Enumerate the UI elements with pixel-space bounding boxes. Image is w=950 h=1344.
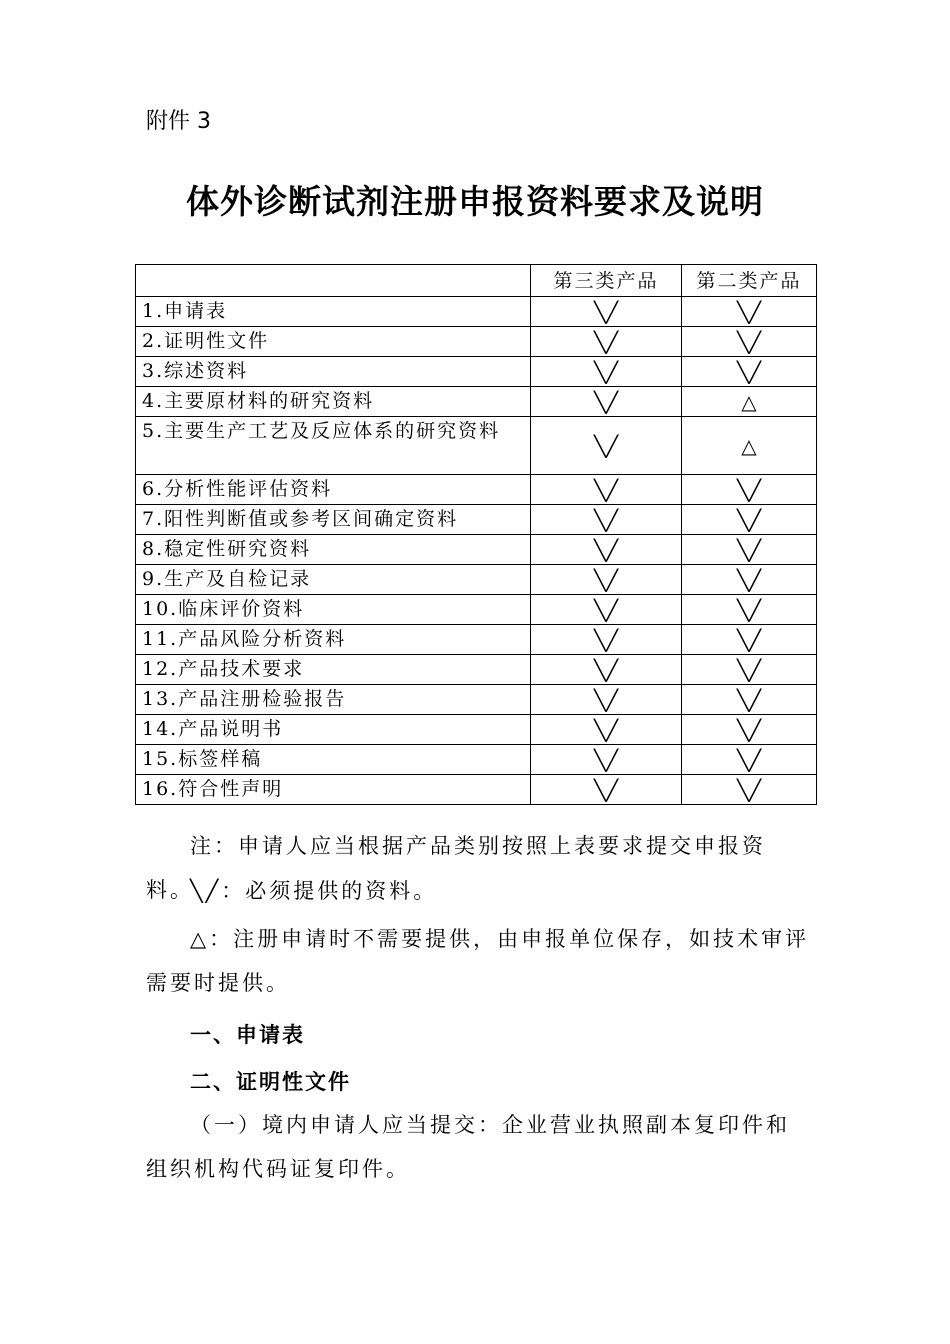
class2-requirement-mark: △ bbox=[682, 417, 817, 475]
table-row bbox=[136, 655, 817, 685]
class3-requirement-mark: ╲╱ bbox=[531, 565, 682, 595]
row-item-name: 5.主要生产工艺及反应体系的研究资料 bbox=[136, 417, 531, 475]
row-item-name: 11.产品风险分析资料 bbox=[136, 625, 531, 655]
class3-requirement-mark: ╲╱ bbox=[531, 417, 682, 475]
table-row bbox=[136, 745, 817, 775]
attachment-label: 附件 3 bbox=[146, 109, 211, 134]
header-class2: 第二类产品 bbox=[682, 265, 817, 297]
table-row bbox=[136, 417, 817, 475]
class3-requirement-mark: ╲╱ bbox=[531, 297, 682, 327]
class2-requirement-mark: △ bbox=[682, 387, 817, 417]
class3-requirement-mark: ╲╱ bbox=[531, 327, 682, 357]
class2-requirement-mark: ╲╱ bbox=[682, 595, 817, 625]
row-item-name: 6.分析性能评估资料 bbox=[136, 475, 531, 505]
row-item-name: 1.申请表 bbox=[136, 297, 531, 327]
class3-requirement-mark: ╲╱ bbox=[531, 357, 682, 387]
row-item-name: 14.产品说明书 bbox=[136, 715, 531, 745]
requirements-table bbox=[135, 264, 817, 805]
class3-requirement-mark: ╲╱ bbox=[531, 475, 682, 505]
table-row bbox=[136, 715, 817, 745]
class2-requirement-mark: ╲╱ bbox=[682, 505, 817, 535]
class3-requirement-mark: ╲╱ bbox=[531, 625, 682, 655]
class3-requirement-mark: ╲╱ bbox=[531, 685, 682, 715]
class2-requirement-mark: ╲╱ bbox=[682, 715, 817, 745]
section-heading-2: 二、证明性文件 bbox=[190, 1070, 351, 1094]
table-row bbox=[136, 387, 817, 417]
class3-requirement-mark: ╲╱ bbox=[531, 715, 682, 745]
class2-requirement-mark: ╲╱ bbox=[682, 655, 817, 685]
table-row bbox=[136, 475, 817, 505]
table-row bbox=[136, 565, 817, 595]
row-item-name: 4.主要原材料的研究资料 bbox=[136, 387, 531, 417]
row-item-name: 3.综述资料 bbox=[136, 357, 531, 387]
class3-requirement-mark: ╲╱ bbox=[531, 595, 682, 625]
section-heading-1: 一、申请表 bbox=[190, 1023, 305, 1047]
class2-requirement-mark: ╲╱ bbox=[682, 535, 817, 565]
header-item bbox=[136, 265, 531, 297]
row-item-name: 15.标签样稿 bbox=[136, 745, 531, 775]
class3-requirement-mark: ╲╱ bbox=[531, 655, 682, 685]
class3-requirement-mark: ╲╱ bbox=[531, 745, 682, 775]
header-class3: 第三类产品 bbox=[531, 265, 682, 297]
class2-requirement-mark: ╲╱ bbox=[682, 685, 817, 715]
table-row bbox=[136, 775, 817, 805]
table-row bbox=[136, 357, 817, 387]
section-2-paragraph: （一）境内申请人应当提交：企业营业执照副本复印件和组织机构代码证复印件。 bbox=[146, 1113, 790, 1181]
class3-requirement-mark: ╲╱ bbox=[531, 505, 682, 535]
table-row bbox=[136, 625, 817, 655]
row-item-name: 8.稳定性研究资料 bbox=[136, 535, 531, 565]
class3-requirement-mark: ╲╱ bbox=[531, 775, 682, 805]
class2-requirement-mark: ╲╱ bbox=[682, 475, 817, 505]
class2-requirement-mark: ╲╱ bbox=[682, 775, 817, 805]
row-item-name: 13.产品注册检验报告 bbox=[136, 685, 531, 715]
check-legend: ╲╱：必须提供的资料。 bbox=[190, 879, 438, 903]
row-item-name: 10.临床评价资料 bbox=[136, 595, 531, 625]
row-item-name: 16.符合性声明 bbox=[136, 775, 531, 805]
class2-requirement-mark: ╲╱ bbox=[682, 357, 817, 387]
class3-requirement-mark: ╲╱ bbox=[531, 387, 682, 417]
class2-requirement-mark: ╲╱ bbox=[682, 327, 817, 357]
table-row bbox=[136, 535, 817, 565]
class2-requirement-mark: ╲╱ bbox=[682, 297, 817, 327]
row-item-name: 7.阳性判断值或参考区间确定资料 bbox=[136, 505, 531, 535]
table-row bbox=[136, 297, 817, 327]
row-item-name: 2.证明性文件 bbox=[136, 327, 531, 357]
class2-requirement-mark: ╲╱ bbox=[682, 745, 817, 775]
class2-requirement-mark: ╲╱ bbox=[682, 565, 817, 595]
triangle-legend: △：注册申请时不需要提供，由申报单位保存，如技术审评需要时提供。 bbox=[146, 927, 810, 995]
class3-requirement-mark: ╲╱ bbox=[531, 535, 682, 565]
note-text: 注：申请人应当根据产品类别按照上表要求提交申报资料。 bbox=[146, 834, 766, 902]
table-row bbox=[136, 685, 817, 715]
table-header-row bbox=[136, 265, 817, 297]
table-row bbox=[136, 327, 817, 357]
table-row bbox=[136, 595, 817, 625]
row-item-name: 12.产品技术要求 bbox=[136, 655, 531, 685]
class2-requirement-mark: ╲╱ bbox=[682, 625, 817, 655]
row-item-name: 9.生产及自检记录 bbox=[136, 565, 531, 595]
table-row bbox=[136, 505, 817, 535]
document-title: 体外诊断试剂注册申报资料要求及说明 bbox=[186, 182, 764, 221]
